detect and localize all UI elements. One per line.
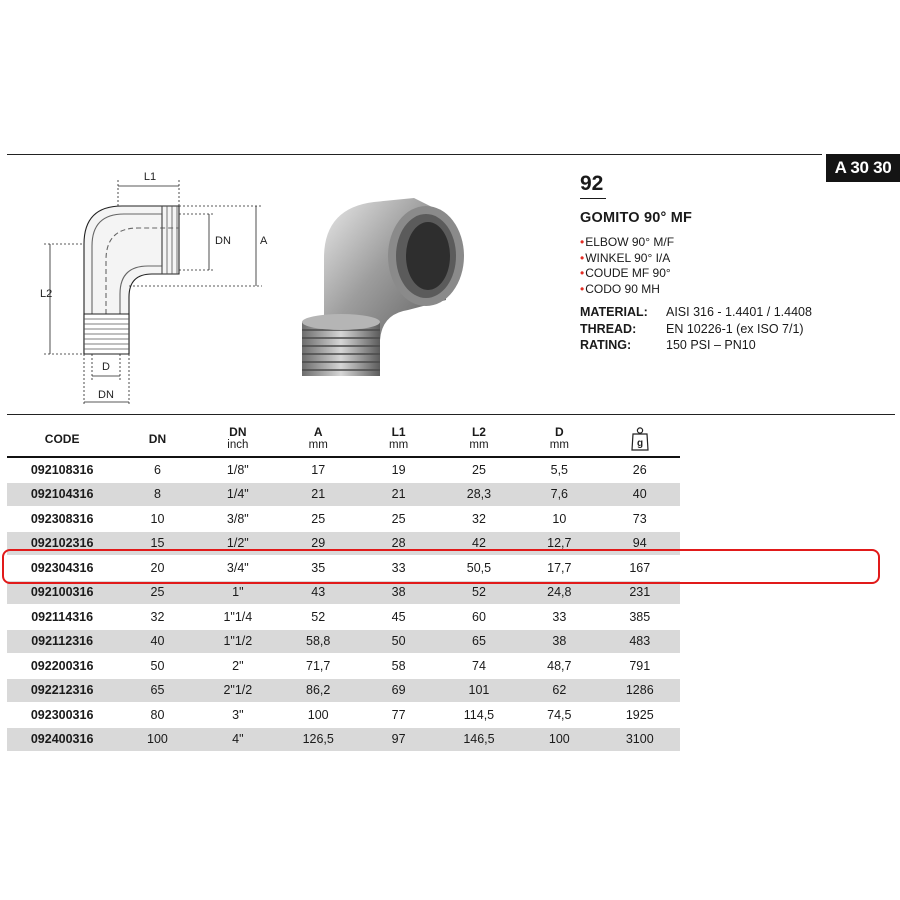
- cell-d: 12,7: [519, 531, 599, 556]
- cell-dn-inch: 3/8": [198, 507, 278, 532]
- cell-dn-inch: 1/8": [198, 457, 278, 482]
- dim-label-l2: L2: [40, 288, 53, 300]
- highlighted-row-outline: [2, 549, 880, 584]
- spec-label-thread: THREAD:: [580, 321, 637, 336]
- cell-dn: 65: [117, 678, 197, 703]
- cell-dn: 8: [117, 482, 197, 507]
- cell-a: 43: [278, 580, 358, 605]
- cell-dn-inch: 1"1/2: [198, 629, 278, 654]
- cell-a: 126,5: [278, 727, 358, 752]
- cell-weight: 385: [600, 605, 680, 630]
- cell-code: 092212316: [7, 678, 117, 703]
- weight-icon: [630, 426, 650, 452]
- translation-de: • WINKEL 90° I/A: [580, 251, 674, 267]
- product-specs: [580, 304, 812, 354]
- cell-dn: 40: [117, 629, 197, 654]
- cell-l1: 28: [358, 531, 438, 556]
- dim-label-d: D: [102, 361, 110, 373]
- cell-l1: 97: [358, 727, 438, 752]
- cell-l2: 42: [439, 531, 519, 556]
- cell-code: 092104316: [7, 482, 117, 507]
- translation-fr: • COUDE MF 90°: [580, 266, 674, 282]
- cell-dn: 80: [117, 703, 197, 728]
- spec-label-material: MATERIAL:: [580, 305, 648, 319]
- cell-l1: 33: [358, 556, 438, 581]
- cell-code: 092102316: [7, 531, 117, 556]
- spec-value-material: AISI 316 - 1.4401 / 1.4408: [666, 305, 812, 319]
- product-name: GOMITO 90° MF: [580, 210, 693, 226]
- cell-a: 58,8: [278, 629, 358, 654]
- table-row: [7, 727, 680, 752]
- dim-label-l1: L1: [143, 171, 157, 183]
- cell-a: 17: [278, 457, 358, 482]
- cell-dn-inch: 1"1/4: [198, 605, 278, 630]
- cell-dn: 100: [117, 727, 197, 752]
- cell-dn-inch: 3": [198, 703, 278, 728]
- header-dn-inch: DN inch: [227, 425, 249, 451]
- cell-l2: 32: [439, 507, 519, 532]
- product-photo: [296, 180, 468, 384]
- header-l1: L1 mm: [388, 425, 409, 451]
- cell-l2: 50,5: [439, 556, 519, 581]
- cell-l2: 146,5: [439, 727, 519, 752]
- cell-d: 7,6: [519, 482, 599, 507]
- dim-label-dn-bottom: DN: [98, 389, 114, 401]
- table-row: [7, 507, 680, 532]
- cell-l1: 58: [358, 654, 438, 679]
- cell-l1: 38: [358, 580, 438, 605]
- cell-l1: 50: [358, 629, 438, 654]
- table-row: [7, 605, 680, 630]
- cell-d: 100: [519, 727, 599, 752]
- cell-dn: 50: [117, 654, 197, 679]
- cell-weight: 3100: [600, 727, 680, 752]
- cell-d: 62: [519, 678, 599, 703]
- table-row: [7, 654, 680, 679]
- cell-code: 092108316: [7, 457, 117, 482]
- cell-l2: 65: [439, 629, 519, 654]
- table-row: [7, 629, 680, 654]
- spec-value-rating: 150 PSI – PN10: [666, 338, 756, 352]
- cell-l2: 28,3: [439, 482, 519, 507]
- cell-l1: 21: [358, 482, 438, 507]
- table-row: [7, 703, 680, 728]
- table-row: [7, 482, 680, 507]
- cell-dn-inch: 1/2": [198, 531, 278, 556]
- cell-dn-inch: 3/4": [198, 556, 278, 581]
- cell-dn-inch: 1/4": [198, 482, 278, 507]
- cell-code: 092308316: [7, 507, 117, 532]
- cell-dn: 10: [117, 507, 197, 532]
- header-l2: L2 mm: [469, 425, 489, 451]
- product-number: 92: [580, 172, 604, 195]
- cell-l1: 69: [358, 678, 438, 703]
- cell-dn: 32: [117, 605, 197, 630]
- cell-weight: 791: [600, 654, 680, 679]
- cell-weight: 1925: [600, 703, 680, 728]
- elbow-technical-drawing: [34, 164, 284, 408]
- cell-dn: 6: [117, 457, 197, 482]
- cell-l1: 19: [358, 457, 438, 482]
- cell-weight: 483: [600, 629, 680, 654]
- top-rule: [7, 154, 822, 155]
- cell-code: 092304316: [7, 556, 117, 581]
- cell-weight: 73: [600, 507, 680, 532]
- cell-a: 71,7: [278, 654, 358, 679]
- dim-label-a: A: [260, 235, 268, 247]
- cell-d: 38: [519, 629, 599, 654]
- cell-a: 25: [278, 507, 358, 532]
- translations-list: [580, 235, 674, 297]
- cell-dn-inch: 2": [198, 654, 278, 679]
- cell-code: 092112316: [7, 629, 117, 654]
- section-rule: [7, 414, 895, 415]
- cell-weight: 167: [600, 556, 680, 581]
- cell-l1: 45: [358, 605, 438, 630]
- cell-d: 33: [519, 605, 599, 630]
- dim-label-dn-top: DN: [215, 235, 231, 247]
- cell-a: 35: [278, 556, 358, 581]
- cell-l1: 77: [358, 703, 438, 728]
- page-tag: A 30 30: [826, 154, 900, 182]
- cell-l1: 25: [358, 507, 438, 532]
- cell-dn-inch: 2"1/2: [198, 678, 278, 703]
- cell-code: 092300316: [7, 703, 117, 728]
- cell-code: 092400316: [7, 727, 117, 752]
- translation-en: • ELBOW 90° M/F: [580, 235, 674, 251]
- header-dn: DN: [148, 431, 167, 446]
- cell-d: 10: [519, 507, 599, 532]
- translation-es: • CODO 90 MH: [580, 282, 674, 298]
- cell-dn: 20: [117, 556, 197, 581]
- header-a: A mm: [308, 425, 328, 451]
- table-row: [7, 457, 680, 482]
- cell-d: 17,7: [519, 556, 599, 581]
- cell-weight: 94: [600, 531, 680, 556]
- cell-d: 48,7: [519, 654, 599, 679]
- cell-code: 092114316: [7, 605, 117, 630]
- cell-code: 092200316: [7, 654, 117, 679]
- spec-value-thread: EN 10226-1 (ex ISO 7/1): [666, 321, 804, 336]
- cell-a: 86,2: [278, 678, 358, 703]
- cell-l2: 52: [439, 580, 519, 605]
- cell-dn-inch: 4": [198, 727, 278, 752]
- cell-l2: 60: [439, 605, 519, 630]
- cell-dn-inch: 1": [198, 580, 278, 605]
- cell-l2: 101: [439, 678, 519, 703]
- cell-a: 52: [278, 605, 358, 630]
- cell-d: 74,5: [519, 703, 599, 728]
- cell-weight: 26: [600, 457, 680, 482]
- cell-weight: 231: [600, 580, 680, 605]
- product-number-underline: [580, 198, 606, 199]
- cell-l2: 25: [439, 457, 519, 482]
- cell-weight: 1286: [600, 678, 680, 703]
- table-header-row: [7, 422, 680, 457]
- header-weight: [600, 422, 680, 457]
- header-code: CODE: [44, 431, 80, 446]
- cell-dn: 25: [117, 580, 197, 605]
- cell-weight: 40: [600, 482, 680, 507]
- cell-d: 5,5: [519, 457, 599, 482]
- cell-d: 24,8: [519, 580, 599, 605]
- spec-label-rating: RATING:: [580, 338, 632, 352]
- svg-text:g: g: [636, 438, 643, 449]
- table-row: [7, 678, 680, 703]
- header-d: D mm: [549, 425, 569, 451]
- cell-a: 21: [278, 482, 358, 507]
- cell-l2: 74: [439, 654, 519, 679]
- dimensions-table: [7, 422, 680, 752]
- cell-dn: 15: [117, 531, 197, 556]
- cell-a: 29: [278, 531, 358, 556]
- cell-l2: 114,5: [439, 703, 519, 728]
- cell-a: 100: [278, 703, 358, 728]
- cell-code: 092100316: [7, 580, 117, 605]
